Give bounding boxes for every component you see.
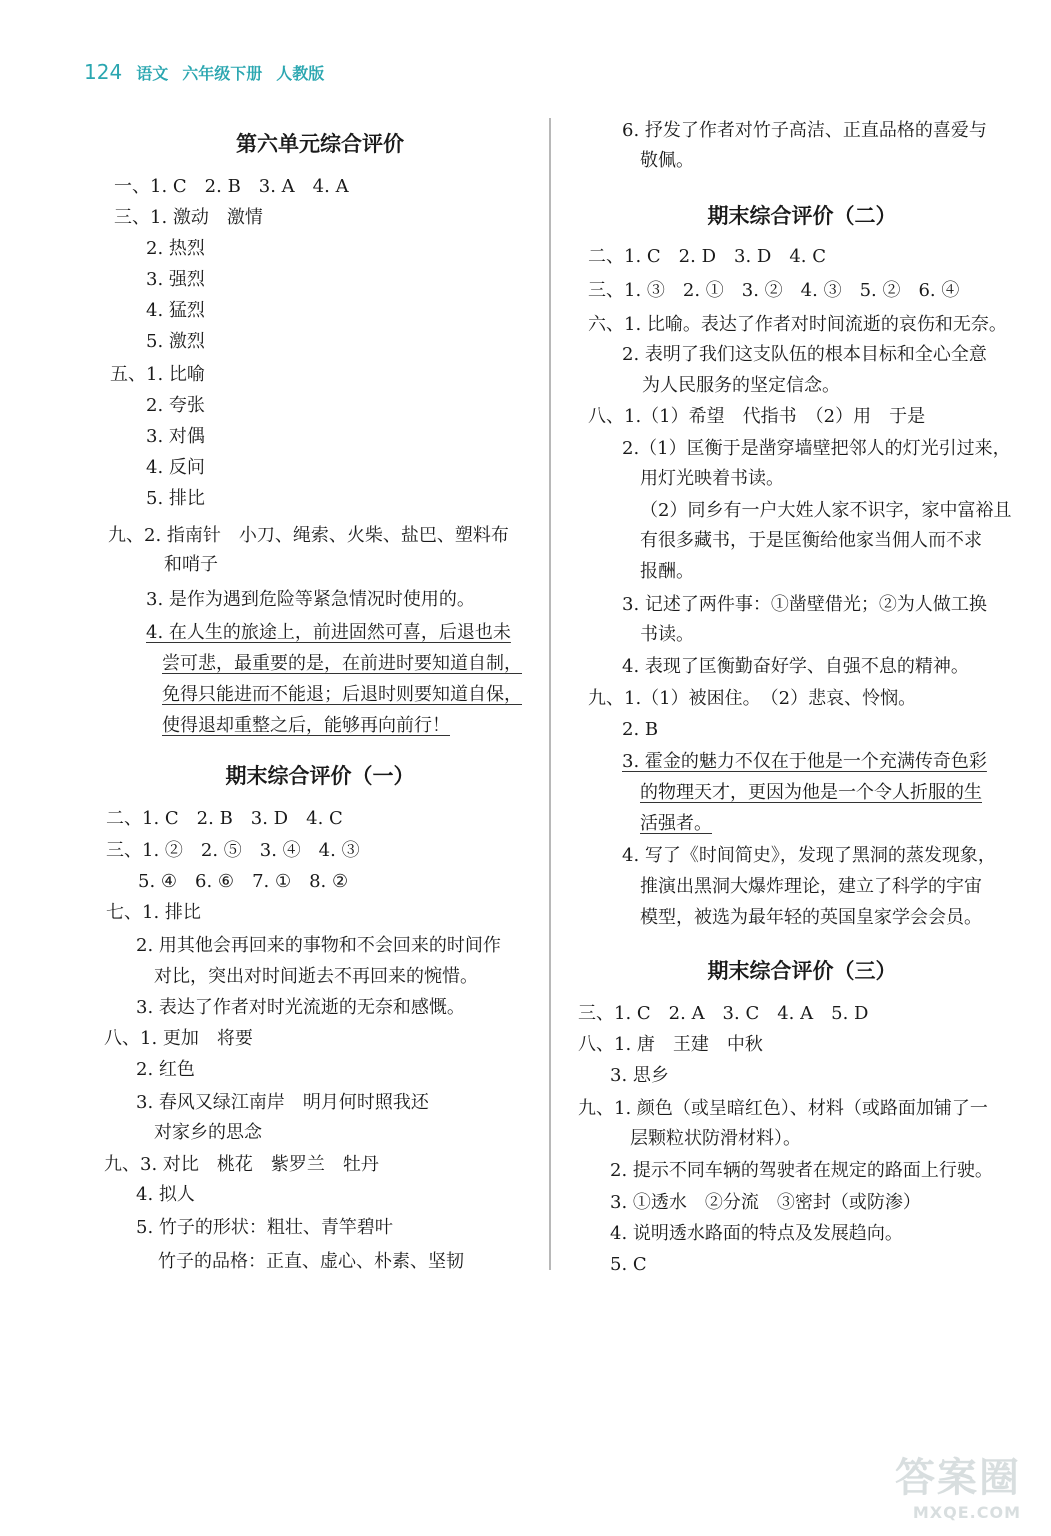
section-title-unit6: 第六单元综合评价: [236, 132, 404, 156]
answer-line: 三、1. 激动 激情: [114, 207, 263, 228]
answer-line: 模型，被选为最年轻的英国皇家学会会员。: [640, 907, 982, 928]
answer-line: 八、1.（1）希望 代指书 （2）用 于是: [588, 406, 926, 427]
answer-line-underlined: 的物理天才，更因为他是一个令人折服的生: [640, 782, 982, 803]
answer-line: 4. 猛烈: [146, 300, 205, 321]
answer-line: 5. 排比: [146, 488, 205, 509]
answer-line-underlined: 活强者。: [640, 813, 712, 834]
grade: 六年级下册: [182, 64, 263, 83]
answer-line: 3. 记述了两件事：①凿壁借光；②为人做工换: [622, 594, 987, 615]
page-number: 124: [84, 60, 123, 84]
answer-line: 对家乡的思念: [154, 1122, 262, 1143]
answer-line: 2.（1）匡衡于是凿穿墙壁把邻人的灯光引过来，: [622, 438, 1011, 459]
section-title-final-2: 期末综合评价（二）: [707, 204, 897, 228]
answer-line: 4. 拟人: [136, 1184, 195, 1205]
section-title-final-1: 期末综合评价（一）: [225, 764, 415, 788]
answer-line: 2. B: [622, 719, 659, 740]
answer-line: 6. 抒发了作者对竹子高洁、正直品格的喜爱与: [622, 120, 987, 141]
answer-line-underlined: 尝可悲，最重要的是，在前进时要知道自制，: [162, 653, 522, 674]
answer-line: 八、1. 唐 王建 中秋: [578, 1034, 763, 1055]
answer-line: （2）同乡有一户大姓人家不识字，家中富裕且: [640, 500, 1012, 521]
column-divider: [549, 118, 551, 1270]
answer-line: 九、3. 对比 桃花 紫罗兰 牡丹: [104, 1154, 379, 1175]
answer-line: 2. 用其他会再回来的事物和不会回来的时间作: [136, 935, 501, 956]
answer-line: 4. 反问: [146, 457, 205, 478]
answer-line: 推演出黑洞大爆炸理论，建立了科学的宇宙: [640, 876, 982, 897]
answer-line: 一、1. C 2. B 3. A 4. A: [114, 176, 349, 197]
answer-line: 九、1.（1）被困住。 （2）悲哀、怜悯。: [588, 688, 917, 709]
answer-line: 报酬。: [640, 561, 694, 582]
answer-line: 和哨子: [164, 554, 218, 575]
answer-line: 层颗粒状防滑材料）。: [630, 1128, 801, 1149]
answer-line: 六、1. 比喻。表达了作者对时间流逝的哀伤和无奈。: [588, 314, 1007, 335]
answer-line: 2. 提示不同车辆的驾驶者在规定的路面上行驶。: [610, 1160, 993, 1181]
watermark-url: MXQE.COM: [912, 1503, 1021, 1522]
answer-line: 2. 红色: [136, 1059, 195, 1080]
answer-line: 敬佩。: [640, 150, 694, 171]
answer-line-underlined: 免得只能进而不能退；后退时则要知道自保，: [162, 684, 522, 705]
answer-line: 3. 对偶: [146, 426, 205, 447]
answer-line: 4. 写了《时间简史》，发现了黑洞的蒸发现象，: [622, 845, 996, 866]
answer-line: 书读。: [640, 624, 694, 645]
answer-line: 2. 表明了我们这支队伍的根本目标和全心全意: [622, 344, 987, 365]
answer-line: 三、1. C 2. A 3. C 4. A 5. D: [578, 1003, 869, 1024]
answer-line: 2. 夸张: [146, 395, 205, 416]
answer-line: 九、2. 指南针 小刀、绳索、火柴、盐巴、塑料布: [108, 525, 509, 546]
answer-line: 七、1. 排比: [106, 902, 201, 923]
page-header: [84, 60, 324, 84]
answer-line: 三、1. ③ 2. ① 3. ② 4. ③ 5. ② 6. ④: [588, 280, 960, 301]
answer-line: 5. 激烈: [146, 331, 205, 352]
answer-line: 二、1. C 2. B 3. D 4. C: [106, 808, 343, 829]
answer-line: 4. 表现了匡衡勤奋好学、自强不息的精神。: [622, 656, 969, 677]
answer-line: 九、1. 颜色（或呈暗红色）、材料（或路面加铺了一: [578, 1098, 988, 1119]
answer-line: 5. 竹子的形状：粗壮、青竿碧叶: [136, 1217, 393, 1238]
answer-line: 3. ①透水 ②分流 ③密封（或防渗）: [610, 1192, 921, 1213]
subject: 语文: [136, 64, 169, 83]
answer-line: 竹子的品格：正直、虚心、朴素、坚韧: [158, 1251, 464, 1272]
answer-line: 3. 强烈: [146, 269, 205, 290]
answer-line: 二、1. C 2. D 3. D 4. C: [588, 246, 826, 267]
answer-line-underlined: 3. 霍金的魅力不仅在于他是一个充满传奇色彩: [622, 751, 987, 772]
answer-line: 3. 思乡: [610, 1065, 669, 1086]
answer-line: 五、1. 比喻: [110, 364, 205, 385]
answer-line: 用灯光映着书读。: [640, 468, 784, 489]
answer-line: 3. 表达了作者对时光流逝的无奈和感慨。: [136, 997, 465, 1018]
answer-line: 有很多藏书，于是匡衡给他家当佣人而不求: [640, 530, 982, 551]
answer-line-underlined: 4. 在人生的旅途上，前进固然可喜，后退也未: [146, 622, 511, 643]
watermark-text: 答案圈: [895, 1455, 1021, 1501]
section-title-final-3: 期末综合评价（三）: [707, 959, 897, 983]
answer-line-underlined: 使得退却重整之后，能够再向前行！: [162, 715, 450, 736]
answer-line: 八、1. 更加 将要: [104, 1028, 253, 1049]
answer-line: 5. ④ 6. ⑥ 7. ① 8. ②: [138, 871, 349, 892]
edition: 人教版: [276, 64, 325, 83]
answer-line: 5. C: [610, 1254, 647, 1275]
answer-line: 3. 春风又绿江南岸 明月何时照我还: [136, 1092, 429, 1113]
answer-line: 对比，突出对时间逝去不再回来的惋惜。: [154, 966, 478, 987]
answer-line: 2. 热烈: [146, 238, 205, 259]
answer-line: 3. 是作为遇到危险等紧急情况时使用的。: [146, 589, 475, 610]
answer-line: 三、1. ② 2. ⑤ 3. ④ 4. ③: [106, 840, 360, 861]
watermark-logo: [895, 1446, 1021, 1522]
answer-line: 4. 说明透水路面的特点及发展趋向。: [610, 1223, 903, 1244]
answer-line: 为人民服务的坚定信念。: [642, 375, 840, 396]
